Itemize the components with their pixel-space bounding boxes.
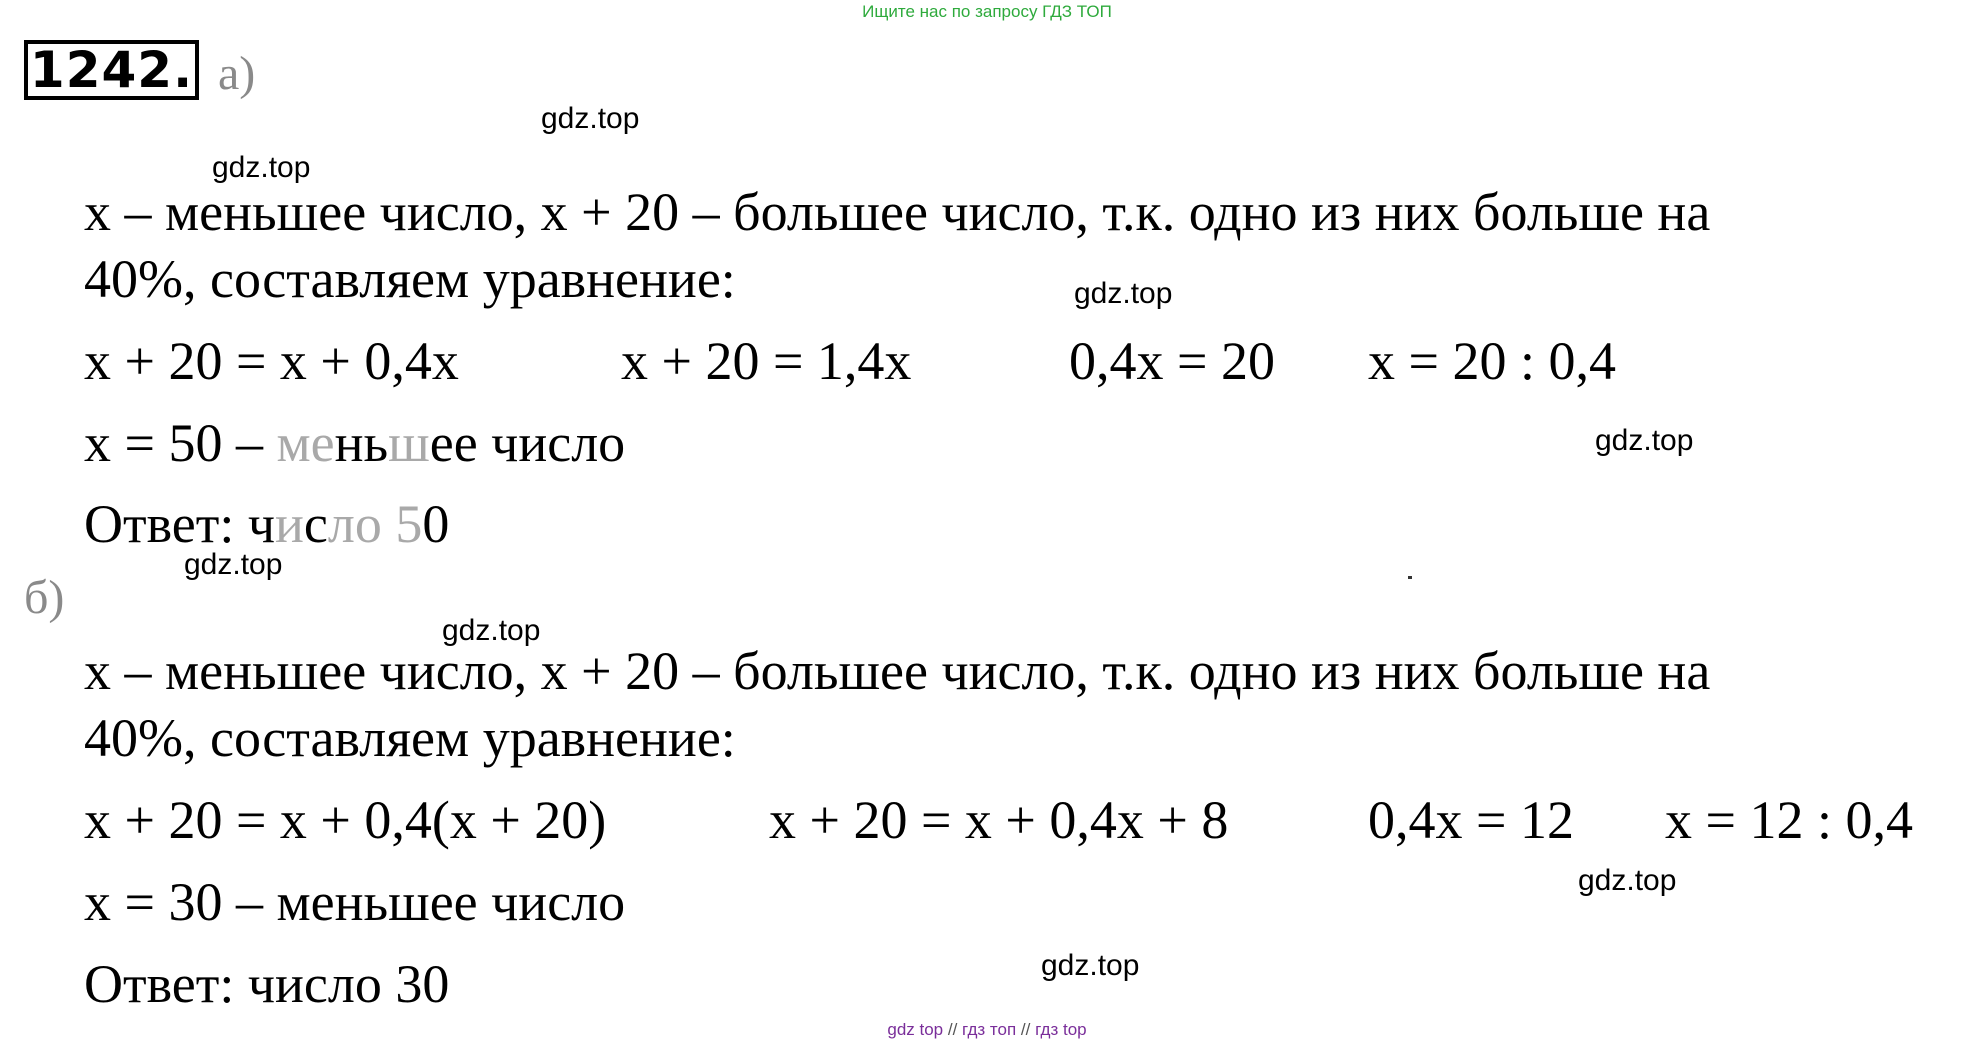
part-b-equation-1: x + 20 = x + 0,4(x + 20) (84, 790, 607, 850)
result-faded-segment: ме (276, 413, 335, 473)
stray-mark (1408, 576, 1412, 579)
watermark: gdz.top (541, 102, 640, 135)
part-b-equation-3: 0,4x = 12 (1368, 790, 1574, 850)
part-b-answer: Ответ: число 30 (84, 954, 450, 1014)
task-number: 1242. (24, 40, 199, 100)
part-a-equation-3: 0,4x = 20 (1069, 331, 1275, 391)
part-b-condition-line2: 40%, составляем уравнение: (84, 708, 736, 768)
part-b-equation-4: x = 12 : 0,4 (1665, 790, 1913, 850)
part-b-label: б) (24, 571, 65, 624)
footer-link[interactable]: gdz top (887, 1020, 944, 1039)
part-a-equation-4: x = 20 : 0,4 (1368, 331, 1616, 391)
footer-links (0, 1020, 1974, 1040)
footer-link[interactable]: гдз топ (962, 1020, 1017, 1039)
watermark: gdz.top (1595, 424, 1694, 457)
watermark: gdz.top (1041, 949, 1140, 982)
part-a-answer (84, 494, 449, 554)
part-b-result: x = 30 – меньшее число (84, 872, 626, 932)
part-a-condition-line1: x – меньшее число, x + 20 – большее число, т.к. одно из них больше на (84, 182, 1711, 242)
answer-segment: Ответ: ч (84, 494, 276, 554)
part-a-label: а) (218, 47, 256, 100)
result-segment: нь (334, 413, 389, 473)
watermark: gdz.top (184, 548, 283, 581)
result-prefix: x = 50 – (84, 413, 277, 473)
part-b-condition-line1: x – меньшее число, x + 20 – большее число, т.к. одно из них больше на (84, 641, 1711, 701)
footer-link[interactable]: гдз top (1035, 1020, 1087, 1039)
part-a-condition-line2: 40%, составляем уравнение: (84, 249, 736, 309)
footer-separator: // (1020, 1020, 1031, 1039)
result-faded-segment: ш (388, 413, 430, 473)
watermark: gdz.top (442, 614, 541, 647)
result-segment: число (477, 413, 626, 473)
footer-separator: // (947, 1020, 958, 1039)
part-a-equation-2: x + 20 = 1,4x (621, 331, 912, 391)
answer-faded-segment: ло 5 (327, 494, 423, 554)
part-a-equation-1: x + 20 = x + 0,4x (84, 331, 459, 391)
part-b-equation-2: x + 20 = x + 0,4x + 8 (769, 790, 1229, 850)
answer-segment: с (303, 494, 328, 554)
answer-faded-segment: и (275, 494, 304, 554)
part-a-result (84, 413, 625, 473)
result-segment: ее (429, 413, 478, 473)
answer-segment: 0 (422, 494, 450, 554)
watermark: gdz.top (1074, 277, 1173, 310)
search-hint: Ищите нас по запросу ГДЗ ТОП (862, 2, 1112, 21)
watermark: gdz.top (1578, 864, 1677, 897)
watermark: gdz.top (212, 151, 311, 184)
